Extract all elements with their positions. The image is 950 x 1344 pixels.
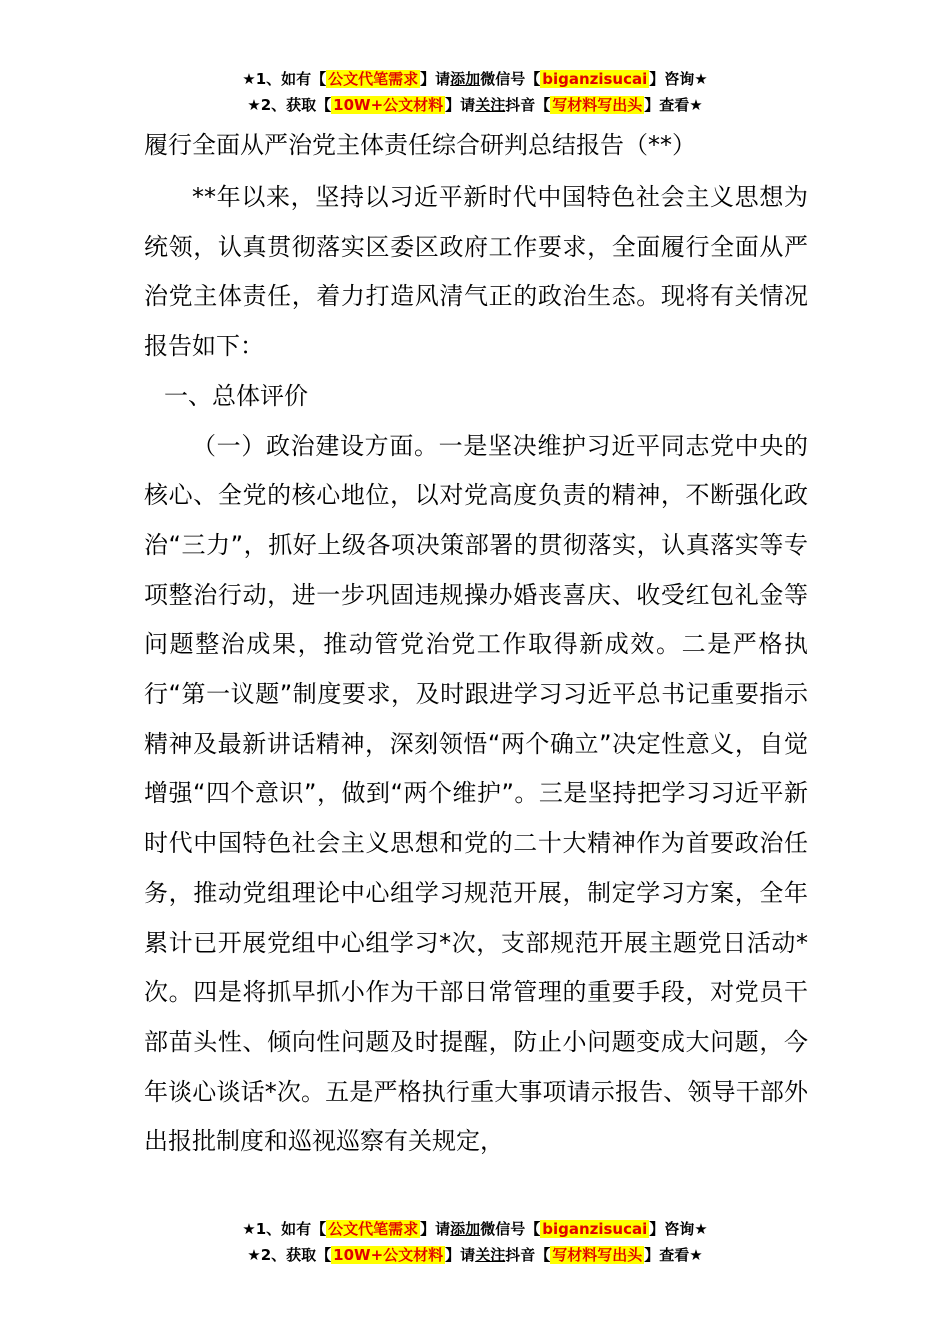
promo-line-2	[0, 1242, 950, 1268]
document-body	[144, 124, 808, 1167]
star-icon: ★	[694, 1220, 708, 1238]
promo-text: 2、获取【	[260, 1246, 332, 1264]
highlight-materials: 10W+公文材料	[333, 96, 444, 114]
section-paragraph: （一）政治建设方面。一是坚决维护习近平同志党中央的核心、全党的核心地位，以对党高度负责的精神，不断强化政治“三力”，抓好上级各项决策部署的贯彻落实，认真落实等专项整治行动，进一步巩固违规操办婚丧喜庆、收受红包礼金等问题整治成果，推动管党治党工作取得新成效。二是严格执行“第一议题”制度要求，及时跟进学习习近平总书记重要指示精神及最新讲话精神，深刻领悟“两个确立”决定性意义，自觉增强“四个意识”，做到“两个维护”。三是坚持把学习习近平新时代中国特色社会主义思想和党的二十大精神作为首要政治任务，推动党组理论中心组学习规范开展，制定学习方案，全年累计已开展党组中心组学习*次，支部规范开展主题党日活动*次。四是将抓早抓小作为干部日常管理的重要手段，对党员干部苗头性、倾向性问题及时提醒，防止小问题变成大问题，今年谈心谈话*次。五是严格执行重大事项请示报告、领导干部外出报批制度和巡视巡察有关规定，	[144, 431, 808, 1156]
highlight-ghostwriting: 公文代笔需求	[328, 70, 419, 88]
document-title: 履行全面从严治党主体责任综合研判总结报告（**）	[144, 131, 696, 159]
highlight-wechat-id: biganzisucai	[542, 70, 648, 88]
promo-text: 】请	[420, 70, 451, 88]
intro-paragraph: **年以来，坚持以习近平新时代中国特色社会主义思想为统领，认真贯彻落实区委区政府工作要求，全面履行全面从严治党主体责任，着力打造风清气正的政治生态。现将有关情况报告如下：	[144, 183, 808, 361]
star-icon: ★	[694, 70, 708, 88]
promo-text: 1、如有【	[255, 1220, 327, 1238]
underlined-text: 添加	[450, 70, 481, 88]
promo-text: 微信号【	[480, 1220, 541, 1238]
highlight-douyin-account: 写材料写出头	[552, 96, 643, 114]
promo-banner-bottom	[0, 1216, 950, 1268]
promo-text: 】咨询	[649, 1220, 695, 1238]
highlight-ghostwriting: 公文代笔需求	[328, 1220, 419, 1238]
promo-text: 微信号【	[480, 70, 541, 88]
promo-line-1	[0, 1216, 950, 1242]
underlined-text: 关注	[475, 1246, 506, 1264]
star-icon: ★	[247, 96, 261, 114]
promo-text: 】咨询	[649, 70, 695, 88]
star-icon: ★	[689, 1246, 703, 1264]
underlined-text: 添加	[450, 1220, 481, 1238]
promo-text: 】查看	[644, 1246, 690, 1264]
star-icon: ★	[689, 96, 703, 114]
promo-text: 】请	[445, 1246, 476, 1264]
section-heading: 一、总体评价	[164, 381, 308, 410]
star-icon: ★	[247, 1246, 261, 1264]
highlight-materials: 10W+公文材料	[333, 1246, 444, 1264]
underlined-text: 关注	[475, 96, 506, 114]
promo-text: 抖音【	[505, 1246, 551, 1264]
promo-text: 】请	[420, 1220, 451, 1238]
highlight-douyin-account: 写材料写出头	[552, 1246, 643, 1264]
star-icon: ★	[242, 70, 256, 88]
promo-text: 抖音【	[505, 96, 551, 114]
promo-line-1	[0, 66, 950, 92]
promo-banner-top	[0, 66, 950, 118]
promo-text: 】请	[445, 96, 476, 114]
promo-text: 2、获取【	[260, 96, 332, 114]
promo-text: 】查看	[644, 96, 690, 114]
promo-line-2	[0, 92, 950, 118]
promo-text: 1、如有【	[255, 70, 327, 88]
highlight-wechat-id: biganzisucai	[542, 1220, 648, 1238]
star-icon: ★	[242, 1220, 256, 1238]
